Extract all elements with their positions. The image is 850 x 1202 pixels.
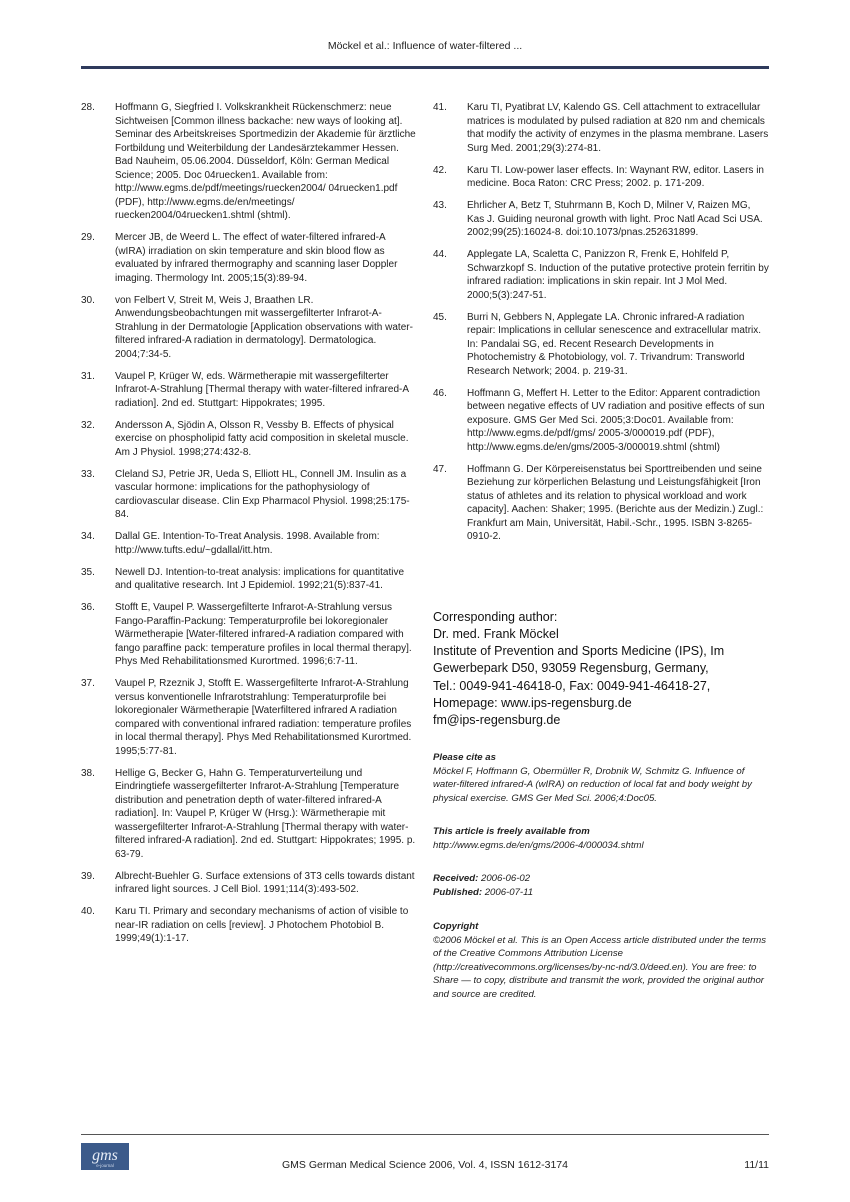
received-label: Received:	[433, 873, 479, 884]
reference-item	[81, 677, 418, 758]
reference-number: 29.	[81, 232, 95, 243]
reference-item	[81, 601, 418, 669]
reference-item	[433, 199, 770, 240]
received-date: 2006-06-02	[481, 873, 531, 884]
reference-number: 31.	[81, 370, 95, 382]
header-rule	[81, 66, 769, 69]
reference-item	[81, 767, 418, 862]
copyright-block	[433, 920, 773, 1001]
corresponding-author	[433, 609, 773, 729]
reference-number: 42.	[433, 164, 447, 176]
reference-number: 47.	[433, 463, 447, 475]
author-email[interactable]: fm@ips-regensburg.de	[433, 713, 561, 728]
reference-text: Applegate LA, Scaletta C, Panizzon R, Frenk E, Hohlfeld P, Schwarzkopf S. Induction of the putative protective protein ferritin by infrared radiation: implications in skin repair. Int J Mol Med. 2000;5(3):247-51.	[467, 249, 769, 301]
published-label: Published:	[433, 886, 483, 898]
availability-block	[433, 825, 773, 852]
reference-number: 37.	[81, 678, 95, 689]
reference-item	[433, 101, 770, 155]
reference-number: 38.	[81, 767, 95, 779]
page-number: 11/11	[744, 1159, 769, 1171]
published-date: 2006-07-11	[484, 886, 534, 898]
gms-logo-subtitle: e-journal	[96, 1162, 114, 1168]
copyright-label: Copyright	[433, 921, 479, 932]
reference-text: Dallal GE. Intention-To-Treat Analysis. 1998. Available from: http://www.tufts.edu/~gdallal/itt.htm.	[115, 531, 380, 556]
author-name: Dr. med. Frank Möckel	[433, 627, 559, 641]
reference-text: Newell DJ. Intention-to-treat analysis: implications for quantitative and qualitative research. Int J Epidemiol. 1992;21(5):837-41.	[115, 566, 405, 591]
dates-block	[433, 872, 773, 899]
references-right-column	[433, 101, 770, 552]
reference-number: 40.	[81, 906, 95, 917]
reference-item	[433, 164, 770, 191]
reference-item	[81, 101, 418, 223]
reference-item	[433, 387, 770, 455]
citation-block	[433, 751, 773, 805]
reference-text: Vaupel P, Krüger W, eds. Wärmetherapie mit wassergefilterter Infrarot-A-Strahlung [Thermal therapy with water-filtered infrared-A radiation]. 2nd ed. Stuttgart: Hippokrates; 1995.	[115, 370, 409, 409]
reference-number: 32.	[81, 419, 95, 431]
reference-text: Karu TI. Low-power laser effects. In: Waynant RW, editor. Lasers in medicine. Boca Raton: CRC Press; 2002. p. 171-209.	[467, 164, 764, 189]
reference-number: 33.	[81, 468, 95, 480]
running-header: Möckel et al.: Influence of water-filtered ...	[327, 40, 523, 52]
author-address: Gewerbepark D50, 93059 Regensburg, Germany,	[433, 661, 709, 676]
reference-text: Hoffmann G, Siegfried I. Volkskrankheit Rückenschmerz: neue Sichtweisen [Common illness backache: new ways of looking at]. Seminar des Arbeitskreises Sportmedizin der Akademie für ärztliche Fortbildung und Weiterbildung der Landesärztekammer Hessen. Bad Nauheim, 05.06.2004. Düsseldorf, Köln: German Medical Science; 2005. Doc 04ruecken1. Available from: http://www.egms.de/pdf/meetings/ruecken2004/ 04ruecken1.pdf (PDF), http://www.egms.de/en/meetings/ ruecken2004/04ruecken1.shtml (shtml).	[115, 102, 416, 221]
reference-item	[81, 294, 418, 362]
corresponding-author-heading: Corresponding author:	[433, 610, 558, 624]
reference-item	[433, 311, 770, 379]
reference-text: Albrecht-Buehler G. Surface extensions of 3T3 cells towards distant infrared light sources. J Cell Biol. 1991;114(3):493-502.	[115, 870, 415, 895]
reference-item	[81, 468, 418, 522]
reference-number: 35.	[81, 566, 95, 578]
reference-text: Ehrlicher A, Betz T, Stuhrmann B, Koch D, Milner V, Raizen MG, Kas J. Guiding neuronal growth with light. Proc Natl Acad Sci USA. 2002;99(25):16024-8. doi:10.1073/pnas.252631899.	[467, 200, 763, 238]
reference-number: 28.	[81, 102, 95, 113]
reference-item	[433, 463, 770, 544]
availability-label: This article is freely available from	[433, 826, 590, 837]
reference-number: 41.	[433, 102, 447, 113]
reference-text: Karu TI, Pyatibrat LV, Kalendo GS. Cell attachment to extracellular matrices is modulated by pulsed radiation at 820 nm and chemicals that modify the activity of enzymes in the plasma membrane. Lasers Surg Med. 2001;29(3):274-81.	[467, 102, 769, 154]
reference-item	[81, 370, 418, 411]
reference-number: 39.	[81, 870, 95, 882]
article-url[interactable]: http://www.egms.de/en/gms/2006-4/000034.shtml	[433, 839, 644, 851]
reference-number: 46.	[433, 387, 447, 399]
author-phone: Tel.: 0049-941-46418-0, Fax: 0049-941-46418-27,	[433, 678, 711, 693]
reference-text: Hoffmann G, Meffert H. Letter to the Editor: Apparent contradiction between negative effects of UV radiation and positive effects of sun exposure. GMS Ger Med Sci. 2005;3:Doc01. Available from: http://www.egms.de/pdf/gms/ 2005-3/000019.pdf (PDF), http://www.egms.de/en/gms/2005-3/000019.shtml (shtml)	[467, 387, 765, 453]
reference-text: Mercer JB, de Weerd L. The effect of water-filtered infrared-A (wIRA) irradiation on skin temperature and skin blood flow as evaluated by infrared thermography and scanning laser Doppler imaging. Thermology Int. 2005;15(3):89-94.	[115, 232, 398, 284]
reference-item	[81, 870, 418, 897]
gms-logo-text: gms	[92, 1146, 118, 1164]
reference-number: 34.	[81, 531, 95, 542]
reference-item	[81, 419, 418, 460]
reference-text: Karu TI. Primary and secondary mechanisms of action of visible to near-IR radiation on cells [review]. J Photochem Photobiol B. 1999;49(1):1-17.	[115, 906, 409, 944]
footer-rule	[81, 1134, 769, 1135]
citation-text: Möckel F, Hoffmann G, Obermüller R, Drobnik W, Schmitz G. Influence of water-filtered infrared-A (wIRA) on reduction of local fat and body weight by physical exercise. GMS Ger Med Sci. 2006;4:Doc05.	[433, 765, 752, 804]
reference-text: Burri N, Gebbers N, Applegate LA. Chronic infrared-A radiation repair: Implications in cellular senescence and extracellular matrix. In: Pandalai SG, ed. Recent Research Developments in Photochemistry & Photobiology, vol. 7. Trivandrum: Transworld Research Network; 2004. p. 219-31.	[467, 311, 762, 377]
reference-text: Hellige G, Becker G, Hahn G. Temperaturverteilung und Eindringtiefe wassergefilterter Infrarot-A-Strahlung [Temperature distribution and penetration depth of water-filtered infrared-A radiation]. In: Vaupel P, Krüger W (Hrsg.): Wärmetherapie mit wassergefilterter Infrarot-A-Strahlung [Thermal therapy with water-filtered infrared-A radiation]. 2nd ed. Stuttgart: Hippokrates; 1995. p. 63-79.	[115, 767, 416, 860]
author-institute: Institute of Prevention and Sports Medicine (IPS), Im	[433, 644, 725, 659]
reference-item	[81, 905, 418, 946]
reference-item	[81, 566, 418, 593]
reference-text: Cleland SJ, Petrie JR, Ueda S, Elliott HL, Connell JM. Insulin as a vascular hormone: implications for the pathophysiology of cardiovascular disease. Clin Exp Pharmacol Physiol. 1998;25:175-84.	[115, 468, 410, 520]
citation-label: Please cite as	[433, 752, 496, 763]
reference-number: 45.	[433, 311, 447, 323]
reference-item	[81, 530, 418, 557]
reference-text: Andersson A, Sjödin A, Olsson R, Vessby B. Effects of physical exercise on phospholipid fatty acid composition in skeletal muscle. Am J Physiol. 1998;274:432-8.	[115, 419, 409, 458]
journal-info: GMS German Medical Science 2006, Vol. 4, ISSN 1612-3174	[282, 1159, 568, 1171]
reference-text: Hoffmann G. Der Körpereisenstatus bei Sporttreibenden und seine Beziehung zur körperlichen Belastung und Leistungsfähigkeit [Iron status of athletes and its relation to physical workload and work capacity]. Aachen: Shaker; 1995. (Berichte aus der Medizin.) Zugl.: Frankfurt am Main, Universität, Habil.-Schr., 1995. ISBN 3-8265-0910-2.	[467, 463, 764, 542]
references-left-column	[81, 101, 418, 954]
copyright-text: ©2006 Möckel et al. This is an Open Access article distributed under the terms of the Creative Commons Attribution License (http://creativecommons.org/licenses/by-nc-nd/3.0/deed.en). You are free: to Share — to copy, distribute and transmit the work, provided the original author and source are credited.	[433, 934, 767, 1000]
reference-text: von Felbert V, Streit M, Weis J, Braathen LR. Anwendungsbeobachtungen mit wassergefilterter Infrarot-A-Strahlung in der Dermatologie [Application observations with water-filtered infrared-A radiation in dermatology]. Dermatologica. 2004;7:34-5.	[115, 294, 413, 360]
reference-text: Vaupel P, Rzeznik J, Stofft E. Wassergefilterte Infrarot-A-Strahlung versus konventionelle Infrarotstrahlung: Temperaturprofile bei lokoregionaler Wärmetherapie [Waterfiltered infrared A radiation compared with conventional infrared radiation: temperature profiles in local thermal therapy]. Phys Med Rehabilitationsmed Kurortmed. 1995;5:77-81.	[115, 678, 412, 757]
reference-item	[81, 231, 418, 285]
reference-number: 36.	[81, 602, 95, 613]
author-homepage[interactable]: Homepage: www.ips-regensburg.de	[433, 695, 632, 710]
reference-number: 30.	[81, 294, 95, 306]
reference-number: 44.	[433, 249, 447, 260]
reference-item	[433, 248, 770, 302]
reference-text: Stofft E, Vaupel P. Wassergefilterte Infrarot-A-Strahlung versus Fango-Paraffin-Packung: Temperaturprofile bei lokoregionaler Wärmetherapie [Water-filtered infrared-A radiation compared with fango paraffine pack: temperature profiles in local thermal therapy]. Phys Med Rehabilitationsmed Kurortmed. 1996;6:7-11.	[115, 602, 412, 667]
reference-number: 43.	[433, 200, 447, 211]
